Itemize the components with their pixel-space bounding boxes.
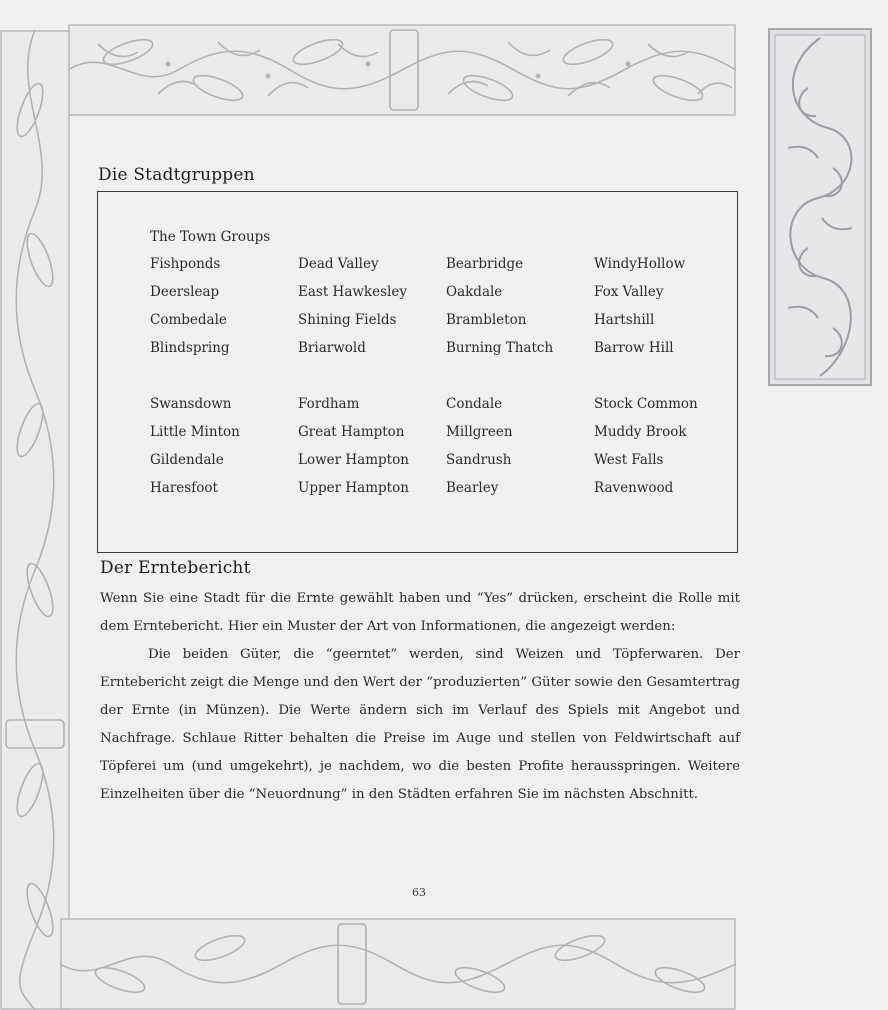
town-name: Bearbridge (446, 256, 524, 272)
town-groups-title: The Town Groups (150, 229, 271, 245)
town-name: Swansdown (150, 396, 232, 412)
town-name: Sandrush (446, 452, 512, 468)
bottom-leaf-border (60, 918, 736, 1010)
town-name: Ravenwood (594, 480, 674, 496)
right-scroll-ornament (768, 28, 872, 386)
town-name: Great Hampton (298, 424, 405, 440)
town-grid (150, 256, 742, 508)
town-name: Condale (446, 396, 503, 412)
town-name: Fishponds (150, 256, 221, 272)
town-name: Barrow Hill (594, 340, 674, 356)
town-groups-heading: Die Stadtgruppen (98, 165, 255, 185)
town-name: Dead Valley (298, 256, 379, 272)
town-name: West Falls (594, 452, 664, 468)
town-name: Briarwold (298, 340, 366, 356)
town-name: Upper Hampton (298, 480, 409, 496)
town-name: Hartshill (594, 312, 655, 328)
town-name: Bearley (446, 480, 499, 496)
town-name: Fordham (298, 396, 360, 412)
town-groups-box (97, 191, 738, 553)
town-name: Little Minton (150, 424, 240, 440)
town-name: Combedale (150, 312, 227, 328)
top-leaf-border (68, 24, 736, 116)
town-name: Deersleap (150, 284, 220, 300)
town-name: WindyHollow (594, 256, 686, 272)
page-number: 63 (412, 886, 426, 899)
town-name: East Hawkesley (298, 284, 407, 300)
body-paragraph: Die beiden Güter, die “geerntet” werden, sind Weizen und Töpferwaren. Der Erntebericht zeigt die Menge und den Wert der “produzierten” Güter sowie den Gesamtertrag der Ernte (in Münzen). Die Werte ändern sich im Verlauf des Spiels mit Angebot und Nachfrage. Schlaue Ritter behalten die Preise im Auge und stellen von Feldwirtschaft auf Töpferei um (und umgekehrt), je nachdem, wo die besten Profite herausspringen. Weitere Einzelheiten über die “Neuordnung” in den Städten erfahren Sie im nächsten Abschnitt. (100, 647, 740, 802)
town-name: Burning Thatch (446, 340, 554, 356)
town-name: Lower Hampton (298, 452, 409, 468)
body-paragraph: Wenn Sie eine Stadt für die Ernte gewählt haben und “Yes” drücken, erscheint die Rolle mit dem Erntebericht. Hier ein Muster der Art von Informationen, die angezeigt werden: (100, 591, 740, 634)
group-spacer (150, 368, 742, 396)
town-name: Shining Fields (298, 312, 397, 328)
town-name: Muddy Brook (594, 424, 687, 440)
town-name: Oakdale (446, 284, 503, 300)
town-name: Blindspring (150, 340, 230, 356)
town-name: Brambleton (446, 312, 527, 328)
town-name: Gildendale (150, 452, 224, 468)
town-name: Fox Valley (594, 284, 664, 300)
left-leaf-border (0, 30, 70, 1010)
harvest-report-heading: Der Erntebericht (100, 558, 251, 578)
town-name: Stock Common (594, 396, 698, 412)
town-name: Haresfoot (150, 480, 218, 496)
town-name: Millgreen (446, 424, 513, 440)
harvest-report-text (100, 585, 740, 809)
